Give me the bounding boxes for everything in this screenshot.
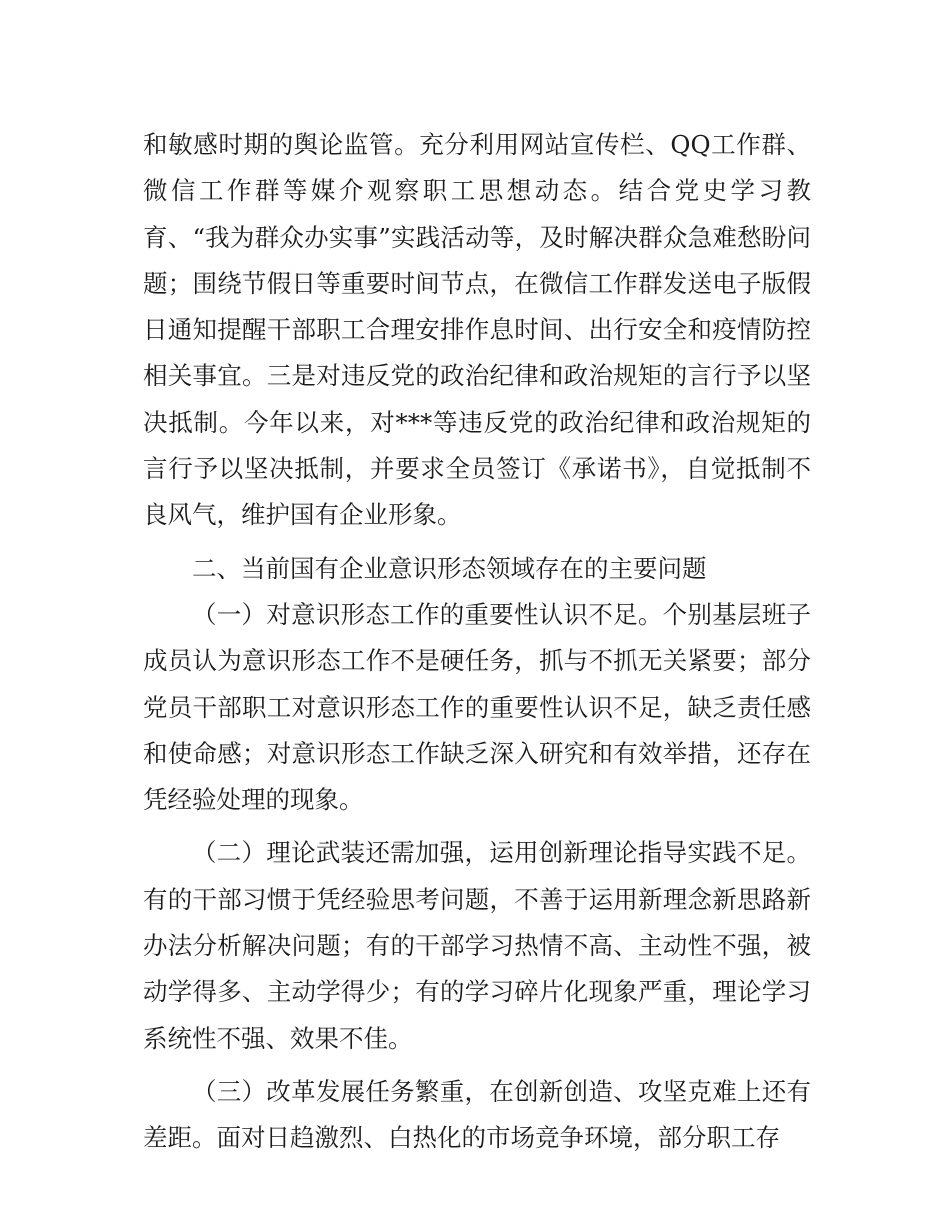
section-heading: 二、当前国有企业意识形态领域存在的主要问题 xyxy=(192,553,707,583)
paragraph-problem-3: （三）改革发展任务繁重，在创新创造、攻坚克难上还有差距。面对日趋激烈、白热化的市场竞争环境，部分职工存 xyxy=(143,1076,811,1153)
paragraph-problem-2: （二）理论武装还需加强，运用创新理论指导实践不足。有的干部习惯于凭经验思考问题，不善于运用新理念新思路新办法分析解决问题；有的干部学习热情不高、主动性不强，被动学得多、主动学得少；有的学习碎片化现象严重，理论学习系统性不强、效果不佳。 xyxy=(143,838,811,1053)
paragraph-problem-1: （一）对意识形态工作的重要性认识不足。个别基层班子成员认为意识形态工作不是硬任务，抓与不抓无关紧要；部分党员干部职工对意识形态工作的重要性认识不足，缺乏责任感和使命感；对意识形态工作缺乏深入研究和有效举措，还存在凭经验处理的现象。 xyxy=(143,599,811,815)
document-body xyxy=(143,122,811,1162)
paragraph-continuation: 和敏感时期的舆论监管。充分利用网站宣传栏、QQ工作群、微信工作群等媒介观察职工思想动态。结合党史学习教育、“我为群众办实事”实践活动等，及时解决群众急难愁盼问题；围绕节假日等重要时间节点，在微信工作群发送电子版假日通知提醒干部职工合理安排作息时间、出行安全和疫情防控相关事宜。三是对违反党的政治纪律和政治规矩的言行予以坚决抵制。今年以来，对***等违反党的政治纪律和政治规矩的言行予以坚决抵制，并要求全员签订《承诺书》，自觉抵制不良风气，维护国有企业形象。 xyxy=(143,130,811,530)
